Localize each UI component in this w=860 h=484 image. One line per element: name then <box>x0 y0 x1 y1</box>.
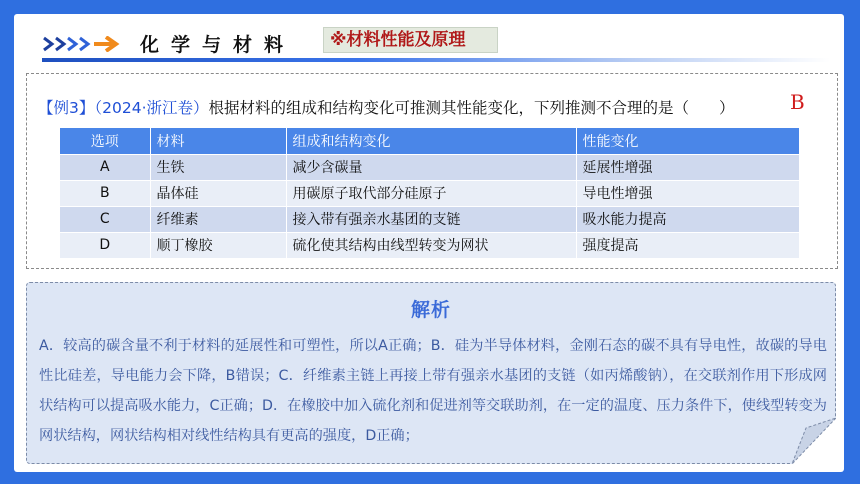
cell-change: 硫化使其结构由线型转变为网状 <box>286 232 576 258</box>
header-change: 组成和结构变化 <box>286 128 576 154</box>
cell-option: B <box>60 180 150 206</box>
header-divider <box>42 58 830 62</box>
question-stem <box>38 96 838 118</box>
cell-material: 纤维素 <box>150 206 286 232</box>
table-row <box>60 180 800 206</box>
cell-option: C <box>60 206 150 232</box>
answer-mark: B <box>790 90 805 114</box>
cell-change: 用碳原子取代部分硅原子 <box>286 180 576 206</box>
cell-property: 吸水能力提高 <box>576 206 800 232</box>
question-text: 根据材料的组成和结构变化可推测其性能变化，下列推测不合理的是（ <box>208 99 690 117</box>
cell-option: D <box>60 232 150 258</box>
cell-property: 导电性增强 <box>576 180 800 206</box>
cell-material: 顺丁橡胶 <box>150 232 286 258</box>
cell-change: 减少含碳量 <box>286 154 576 180</box>
analysis-title: 解析 <box>410 299 451 321</box>
cell-property: 强度提高 <box>576 232 800 258</box>
table-row <box>60 154 800 180</box>
section-title: 化学与材料 <box>140 34 296 56</box>
question-label: 【例3】 <box>38 99 95 117</box>
options-table <box>60 128 800 258</box>
question-close: ） <box>719 99 735 117</box>
chevron-arrows-icon <box>42 36 120 52</box>
table-header-row <box>60 128 800 154</box>
cell-material: 晶体硅 <box>150 180 286 206</box>
header-material: 材料 <box>150 128 286 154</box>
table-row <box>60 232 800 258</box>
header-option: 选项 <box>60 128 150 154</box>
question-source: （2024·浙江卷） <box>94 99 209 117</box>
cell-change: 接入带有强亲水基团的支链 <box>286 206 576 232</box>
analysis-text: A．较高的碳含量不利于材料的延展性和可塑性，所以A正确；B．硅为半导体材料，金刚石态的碳不具有导电性，故碳的导电性比硅差，导电能力会下降，B错误；C．纤维素主链上再接上带有强亲水基团的支链（如丙烯酸钠），在交联剂作用下形成网状结构可以提高吸水能力，C正确；D．在橡胶中加入硫化剂和促进剂等交联助剂，在一定的温度、压力条件下，使线型转变为网状结构，网状结构相对线性结构具有更高的强度，D正确； <box>39 338 827 444</box>
analysis-panel <box>26 282 836 464</box>
header-property: 性能变化 <box>576 128 800 154</box>
cell-option: A <box>60 154 150 180</box>
cell-property: 延展性增强 <box>576 154 800 180</box>
topic-tag: ※材料性能及原理 <box>323 27 498 53</box>
cell-material: 生铁 <box>150 154 286 180</box>
table-row <box>60 206 800 232</box>
page-curl-icon <box>792 418 836 464</box>
